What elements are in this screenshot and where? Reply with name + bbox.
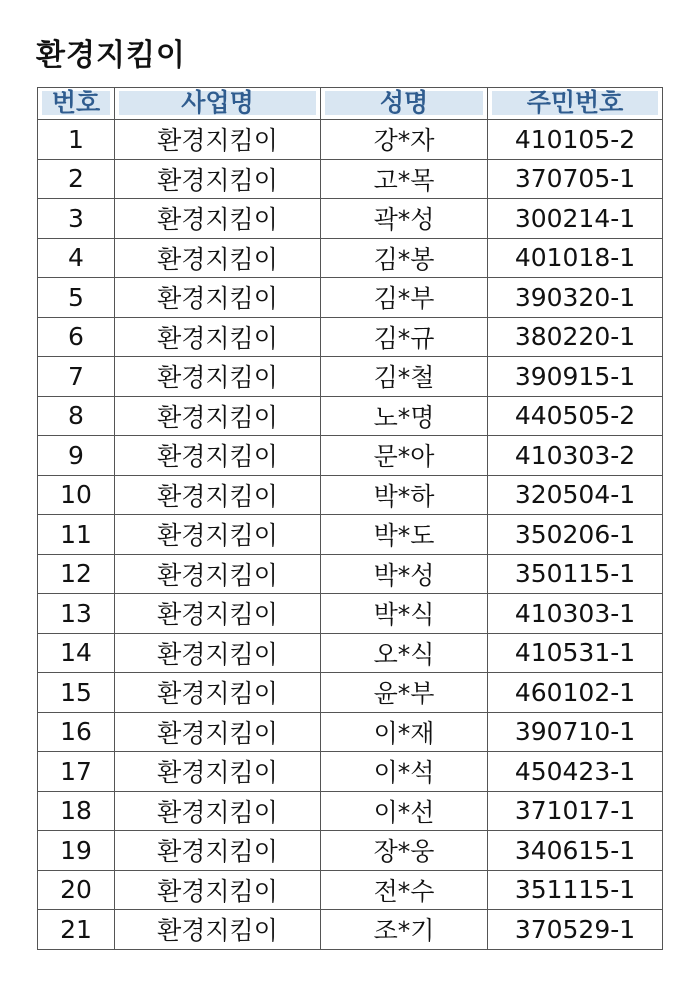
cell-resident-number: 410531-1 <box>488 633 663 673</box>
header-person-name-label: 성명 <box>325 91 483 115</box>
cell-person-name: 김*철 <box>321 357 488 397</box>
cell-project-name: 환경지킴이 <box>115 831 321 871</box>
cell-project-name: 환경지킴이 <box>115 199 321 239</box>
cell-person-name: 박*도 <box>321 515 488 555</box>
cell-person-name: 전*수 <box>321 870 488 910</box>
cell-number: 12 <box>38 554 115 594</box>
table-row <box>38 357 663 397</box>
cell-project-name: 환경지킴이 <box>115 752 321 792</box>
header-person-name <box>321 88 488 120</box>
cell-number: 7 <box>38 357 115 397</box>
cell-number: 6 <box>38 317 115 357</box>
table-row <box>38 554 663 594</box>
cell-person-name: 오*식 <box>321 633 488 673</box>
cell-number: 10 <box>38 475 115 515</box>
cell-resident-number: 410105-2 <box>488 120 663 160</box>
participant-table <box>37 87 663 950</box>
cell-project-name: 환경지킴이 <box>115 910 321 950</box>
cell-person-name: 이*석 <box>321 752 488 792</box>
cell-person-name: 김*규 <box>321 317 488 357</box>
cell-resident-number: 390320-1 <box>488 278 663 318</box>
cell-resident-number: 370705-1 <box>488 159 663 199</box>
cell-number: 9 <box>38 436 115 476</box>
cell-resident-number: 370529-1 <box>488 910 663 950</box>
cell-resident-number: 371017-1 <box>488 791 663 831</box>
cell-resident-number: 340615-1 <box>488 831 663 871</box>
cell-person-name: 박*하 <box>321 475 488 515</box>
cell-project-name: 환경지킴이 <box>115 357 321 397</box>
cell-resident-number: 450423-1 <box>488 752 663 792</box>
table-row <box>38 120 663 160</box>
cell-number: 18 <box>38 791 115 831</box>
cell-resident-number: 390915-1 <box>488 357 663 397</box>
cell-number: 3 <box>38 199 115 239</box>
cell-person-name: 강*자 <box>321 120 488 160</box>
header-number-label: 번호 <box>42 91 110 115</box>
cell-resident-number: 320504-1 <box>488 475 663 515</box>
cell-project-name: 환경지킴이 <box>115 120 321 160</box>
table-row <box>38 752 663 792</box>
cell-person-name: 이*재 <box>321 712 488 752</box>
cell-project-name: 환경지킴이 <box>115 159 321 199</box>
header-resident-number <box>488 88 663 120</box>
cell-number: 17 <box>38 752 115 792</box>
table-row <box>38 712 663 752</box>
cell-project-name: 환경지킴이 <box>115 870 321 910</box>
cell-resident-number: 350115-1 <box>488 554 663 594</box>
cell-number: 2 <box>38 159 115 199</box>
cell-resident-number: 300214-1 <box>488 199 663 239</box>
table-row <box>38 831 663 871</box>
table-row <box>38 317 663 357</box>
cell-resident-number: 460102-1 <box>488 673 663 713</box>
cell-project-name: 환경지킴이 <box>115 278 321 318</box>
cell-person-name: 윤*부 <box>321 673 488 713</box>
table-row <box>38 870 663 910</box>
cell-resident-number: 350206-1 <box>488 515 663 555</box>
cell-number: 14 <box>38 633 115 673</box>
cell-project-name: 환경지킴이 <box>115 633 321 673</box>
cell-project-name: 환경지킴이 <box>115 712 321 752</box>
cell-number: 1 <box>38 120 115 160</box>
cell-person-name: 곽*성 <box>321 199 488 239</box>
cell-person-name: 박*식 <box>321 594 488 634</box>
cell-number: 19 <box>38 831 115 871</box>
table-row <box>38 396 663 436</box>
cell-project-name: 환경지킴이 <box>115 791 321 831</box>
cell-project-name: 환경지킴이 <box>115 317 321 357</box>
table-row <box>38 515 663 555</box>
cell-number: 11 <box>38 515 115 555</box>
cell-resident-number: 410303-2 <box>488 436 663 476</box>
table-row <box>38 673 663 713</box>
table-row <box>38 278 663 318</box>
cell-resident-number: 390710-1 <box>488 712 663 752</box>
cell-number: 21 <box>38 910 115 950</box>
header-project-name <box>115 88 321 120</box>
cell-person-name: 노*명 <box>321 396 488 436</box>
cell-person-name: 김*부 <box>321 278 488 318</box>
table-body <box>38 120 663 950</box>
cell-project-name: 환경지킴이 <box>115 475 321 515</box>
cell-project-name: 환경지킴이 <box>115 594 321 634</box>
cell-project-name: 환경지킴이 <box>115 396 321 436</box>
cell-person-name: 장*웅 <box>321 831 488 871</box>
table-row <box>38 633 663 673</box>
cell-resident-number: 380220-1 <box>488 317 663 357</box>
cell-person-name: 조*기 <box>321 910 488 950</box>
cell-resident-number: 401018-1 <box>488 238 663 278</box>
cell-number: 8 <box>38 396 115 436</box>
table-row <box>38 159 663 199</box>
cell-number: 5 <box>38 278 115 318</box>
table-row <box>38 475 663 515</box>
cell-project-name: 환경지킴이 <box>115 238 321 278</box>
cell-person-name: 김*봉 <box>321 238 488 278</box>
header-project-name-label: 사업명 <box>119 91 316 115</box>
cell-number: 13 <box>38 594 115 634</box>
cell-number: 20 <box>38 870 115 910</box>
cell-project-name: 환경지킴이 <box>115 554 321 594</box>
table-row <box>38 238 663 278</box>
table-row <box>38 791 663 831</box>
cell-number: 4 <box>38 238 115 278</box>
header-number <box>38 88 115 120</box>
table-row <box>38 594 663 634</box>
table-row <box>38 436 663 476</box>
cell-person-name: 고*목 <box>321 159 488 199</box>
table-row <box>38 910 663 950</box>
header-resident-number-label: 주민번호 <box>492 91 658 115</box>
cell-person-name: 문*아 <box>321 436 488 476</box>
cell-number: 15 <box>38 673 115 713</box>
cell-resident-number: 351115-1 <box>488 870 663 910</box>
cell-person-name: 박*성 <box>321 554 488 594</box>
cell-project-name: 환경지킴이 <box>115 515 321 555</box>
table-row <box>38 199 663 239</box>
cell-project-name: 환경지킴이 <box>115 673 321 713</box>
cell-person-name: 이*선 <box>321 791 488 831</box>
cell-project-name: 환경지킴이 <box>115 436 321 476</box>
document-title: 환경지킴이 <box>36 38 186 73</box>
table-header-row <box>38 88 663 120</box>
cell-resident-number: 440505-2 <box>488 396 663 436</box>
cell-resident-number: 410303-1 <box>488 594 663 634</box>
cell-number: 16 <box>38 712 115 752</box>
